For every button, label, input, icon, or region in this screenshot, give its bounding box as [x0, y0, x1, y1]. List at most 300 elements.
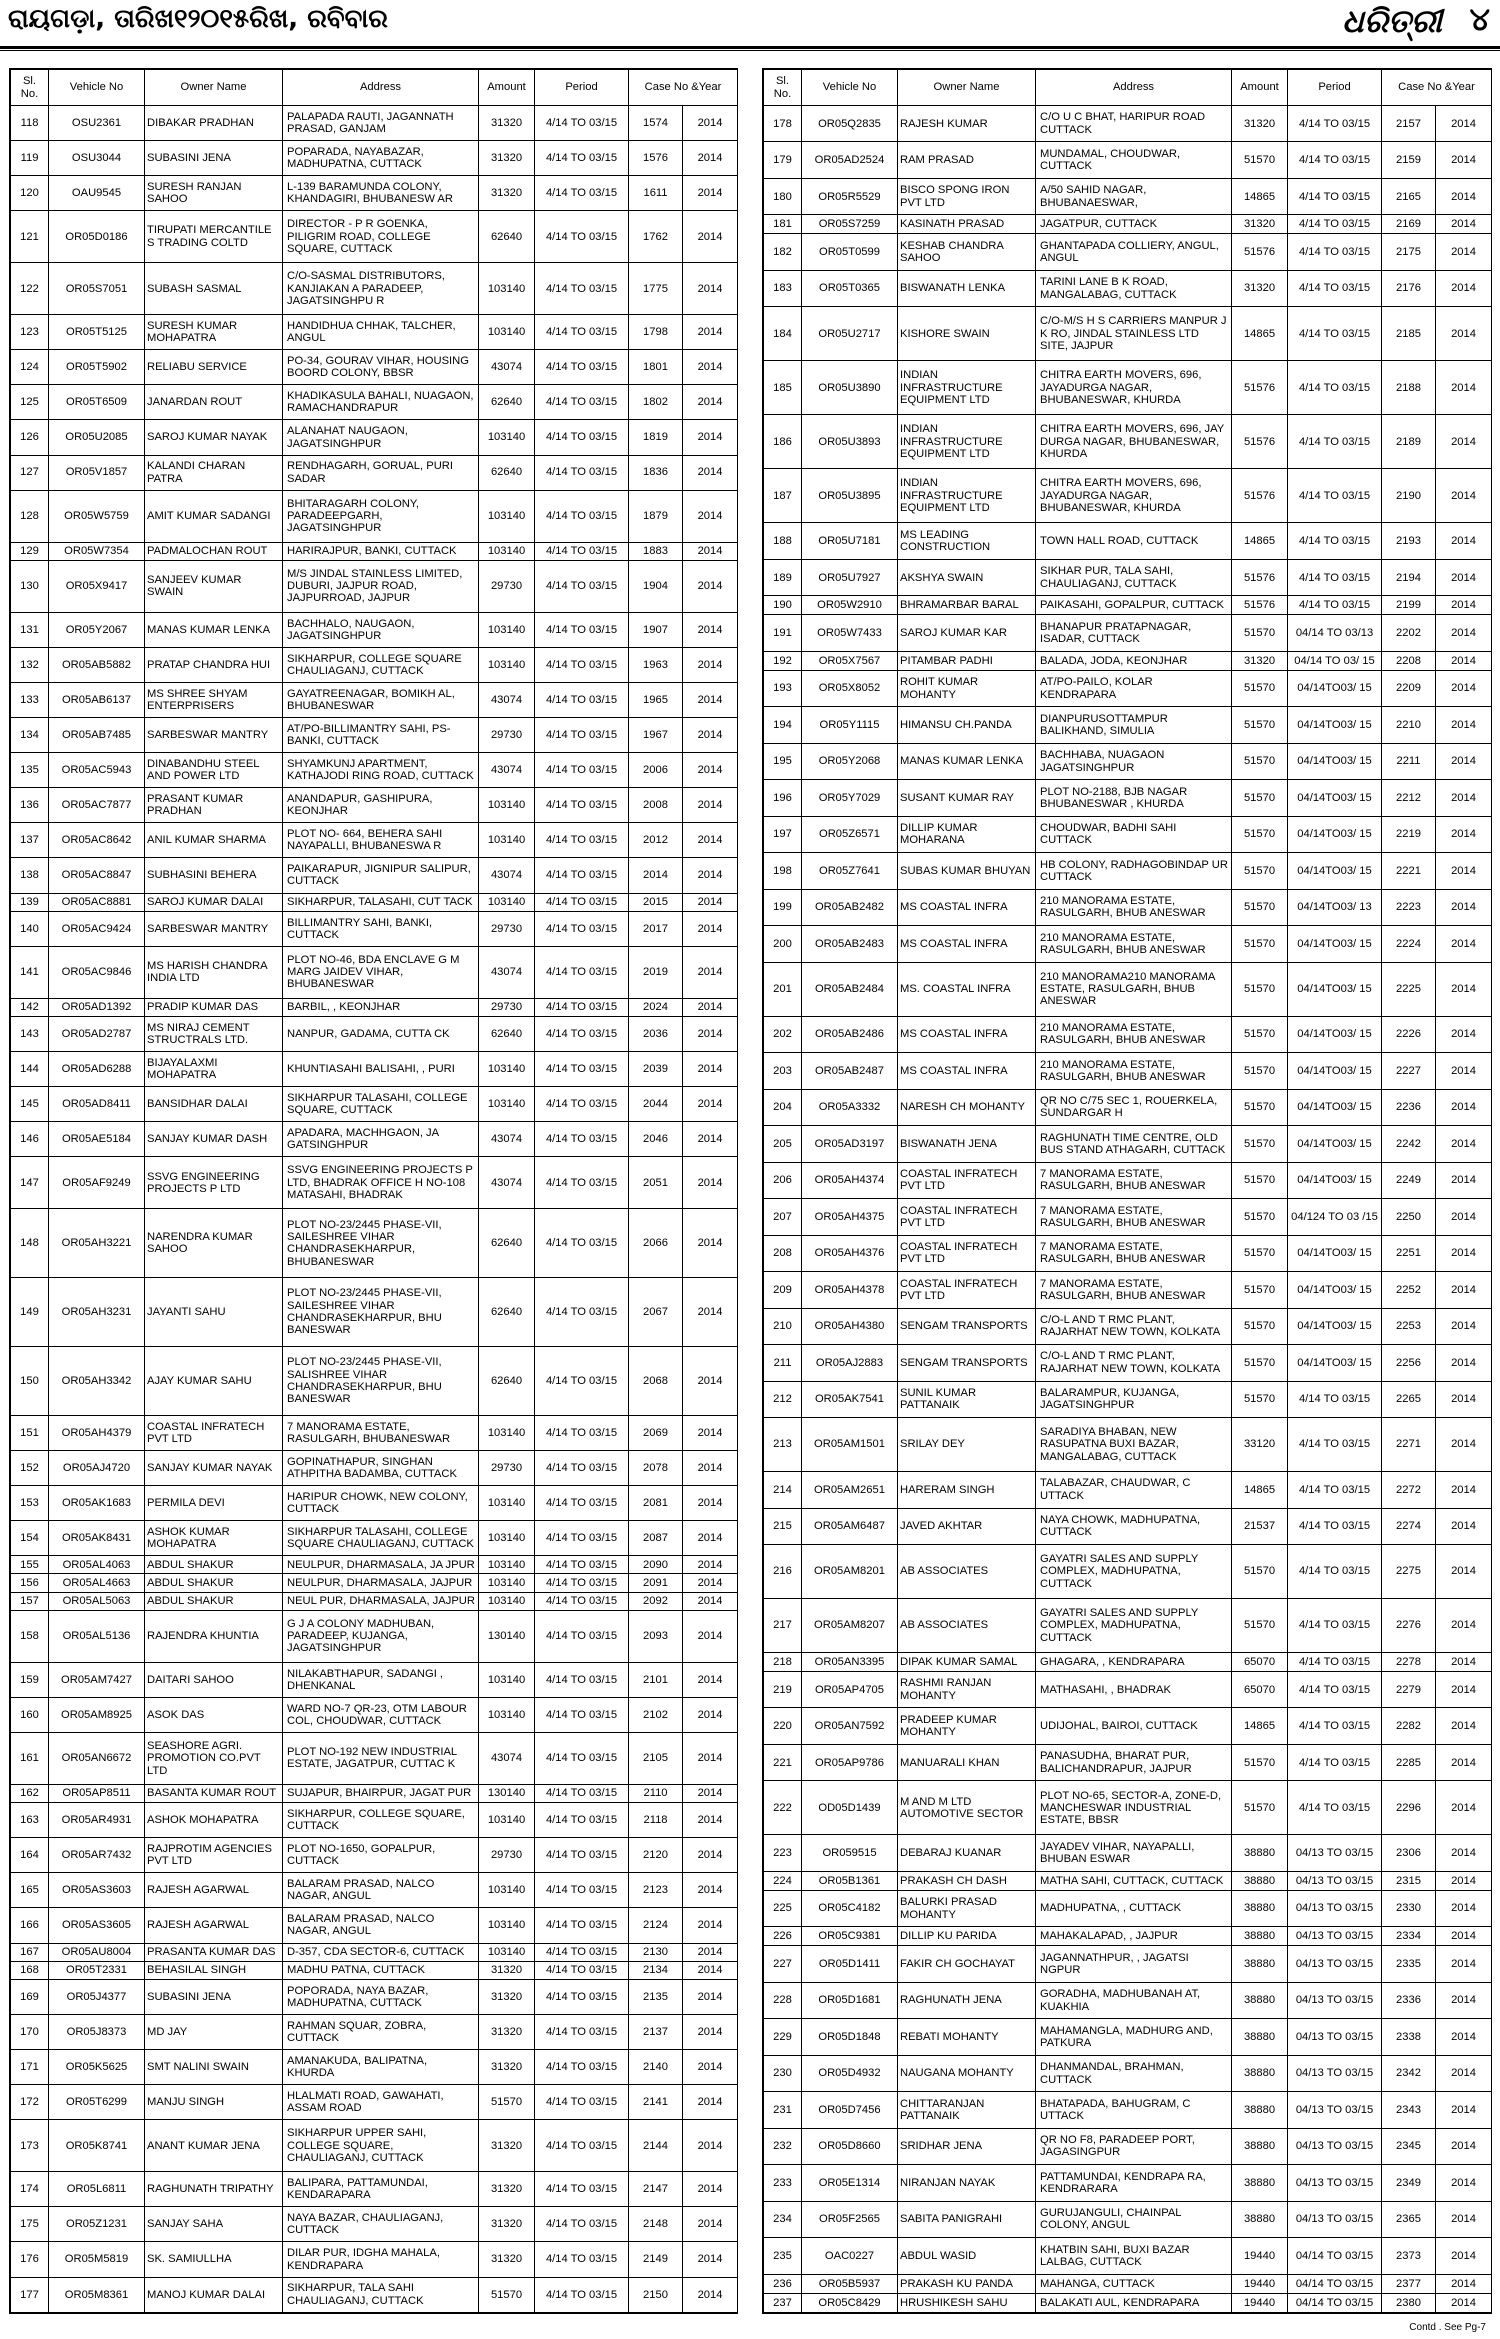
case-year-cell: 2014 [683, 2277, 738, 2312]
vehicle-no-cell: OR05AC8881 [49, 893, 145, 911]
case-year-cell: 2014 [1436, 178, 1492, 214]
sl-no-cell: 130 [11, 560, 49, 612]
case-year-cell: 2014 [1436, 2274, 1492, 2293]
table-row [764, 2293, 1492, 2312]
sl-no-cell: 205 [764, 1126, 802, 1162]
sl-no-cell: 183 [764, 270, 802, 306]
amount-cell: 51570 [479, 2277, 535, 2312]
vehicle-no-cell: OR05K5625 [49, 2050, 145, 2085]
owner-name-cell: JAVED AKHTAR [898, 1508, 1036, 1544]
table-row [11, 560, 738, 612]
address-cell: 210 MANORAMA ESTATE, RASULGARH, BHUB ANESWAR [1036, 1053, 1232, 1089]
period-cell: 4/14 TO 03/15 [535, 1610, 629, 1662]
address-cell: TALABAZAR, CHAUDWAR, C UTTACK [1036, 1472, 1232, 1508]
amount-cell: 51570 [1232, 962, 1288, 1016]
owner-name-cell: BISWANATH JENA [898, 1126, 1036, 1162]
address-cell: HARIRAJPUR, BANKI, CUTTACK [283, 542, 479, 560]
period-cell: 4/14 TO 03/15 [1288, 178, 1382, 214]
table-row [764, 853, 1492, 889]
sl-no-cell: 128 [11, 490, 49, 542]
period-cell: 04/14TO03/ 15 [1288, 1345, 1382, 1381]
case-no-cell: 2137 [629, 2015, 683, 2050]
address-cell: C/O-L AND T RMC PLANT, RAJARHAT NEW TOWN, KOLKATA [1036, 1308, 1232, 1344]
sl-no-cell: 141 [11, 946, 49, 998]
table-row [11, 1415, 738, 1450]
vehicle-no-cell: OR05AC8847 [49, 858, 145, 893]
vehicle-no-cell: OR05AL4063 [49, 1556, 145, 1574]
address-cell: HARIPUR CHOWK, NEW COLONY, CUTTACK [283, 1485, 479, 1520]
period-cell: 04/124 TO 03 /15 [1288, 1199, 1382, 1235]
period-cell: 4/14 TO 03/15 [535, 1415, 629, 1450]
amount-cell: 31320 [479, 1961, 535, 1979]
sl-no-cell: 148 [11, 1209, 49, 1278]
sl-no-cell: 225 [764, 1890, 802, 1926]
vehicle-no-cell: OR05Y7029 [802, 780, 898, 816]
table-row [11, 1278, 738, 1347]
table-row [11, 1122, 738, 1157]
sl-no-cell: 232 [764, 2128, 802, 2164]
owner-name-cell: BISWANATH LENKA [898, 270, 1036, 306]
table-row [11, 420, 738, 455]
owner-name-cell: AB ASSOCIATES [898, 1599, 1036, 1653]
amount-cell: 51570 [1232, 1162, 1288, 1198]
col-vehicle-no: Vehicle No [49, 70, 145, 106]
table-row [764, 1871, 1492, 1890]
amount-cell: 103140 [479, 1803, 535, 1838]
vehicle-no-cell: OR05AH4380 [802, 1308, 898, 1344]
sl-no-cell: 214 [764, 1472, 802, 1508]
owner-name-cell: ANANT KUMAR JENA [145, 2120, 283, 2172]
amount-cell: 31320 [479, 2172, 535, 2207]
case-year-cell: 2014 [1436, 1235, 1492, 1271]
owner-name-cell: SK. SAMIULLHA [145, 2242, 283, 2277]
case-no-cell: 2134 [629, 1961, 683, 1979]
vehicle-no-cell: OR05AB2487 [802, 1053, 898, 1089]
amount-cell: 103140 [479, 823, 535, 858]
sl-no-cell: 208 [764, 1235, 802, 1271]
vehicle-no-cell: OR05AM8925 [49, 1697, 145, 1732]
address-cell: POPARADA, NAYABAZAR, MADHUPATNA, CUTTACK [283, 141, 479, 176]
period-cell: 4/14 TO 03/15 [535, 893, 629, 911]
sl-no-cell: 154 [11, 1521, 49, 1556]
table-row [11, 612, 738, 647]
period-cell: 4/14 TO 03/15 [535, 141, 629, 176]
amount-cell: 19440 [1232, 2238, 1288, 2274]
vehicle-no-cell: OR05K8741 [49, 2120, 145, 2172]
sl-no-cell: 206 [764, 1162, 802, 1198]
amount-cell: 38880 [1232, 1835, 1288, 1871]
table-row [764, 1599, 1492, 1653]
case-year-cell: 2014 [683, 911, 738, 946]
sl-no-cell: 121 [11, 211, 49, 263]
sl-no-cell: 194 [764, 707, 802, 743]
case-no-cell: 2335 [1382, 1946, 1436, 1982]
vehicle-no-cell: OR05AN3395 [802, 1653, 898, 1672]
case-year-cell: 2014 [1436, 2019, 1492, 2055]
sl-no-cell: 211 [764, 1345, 802, 1381]
vehicle-no-cell: OR05E1314 [802, 2165, 898, 2201]
case-year-cell: 2014 [683, 1415, 738, 1450]
case-year-cell: 2014 [1436, 559, 1492, 595]
amount-cell: 31320 [479, 2207, 535, 2242]
table-row [764, 889, 1492, 925]
vehicle-no-cell: OR05U3893 [802, 415, 898, 469]
case-no-cell: 2159 [1382, 142, 1436, 178]
sl-no-cell: 236 [764, 2274, 802, 2293]
amount-cell: 103140 [479, 315, 535, 350]
amount-cell: 103140 [479, 490, 535, 542]
owner-name-cell: MANJU SINGH [145, 2085, 283, 2120]
period-cell: 4/14 TO 03/15 [535, 350, 629, 385]
vehicle-no-cell: OR05AH3221 [49, 1209, 145, 1278]
amount-cell: 14865 [1232, 178, 1288, 214]
period-cell: 4/14 TO 03/15 [535, 858, 629, 893]
table-row [11, 1556, 738, 1574]
table-row [764, 1946, 1492, 1982]
owner-name-cell: DAITARI SAHOO [145, 1662, 283, 1697]
case-year-cell: 2014 [683, 2207, 738, 2242]
amount-cell: 33120 [1232, 1418, 1288, 1472]
sl-no-cell: 215 [764, 1508, 802, 1544]
period-cell: 04/14TO03/ 15 [1288, 1053, 1382, 1089]
case-no-cell: 2090 [629, 1556, 683, 1574]
sl-no-cell: 159 [11, 1662, 49, 1697]
sl-no-cell: 212 [764, 1381, 802, 1417]
masthead-rule [0, 46, 1500, 51]
case-year-cell: 2014 [683, 788, 738, 823]
address-cell: MATHASAHI, , BHADRAK [1036, 1671, 1232, 1707]
case-year-cell: 2014 [683, 858, 738, 893]
owner-name-cell: PRAKASH CH DASH [898, 1871, 1036, 1890]
amount-cell: 51576 [1232, 469, 1288, 523]
period-cell: 4/14 TO 03/15 [535, 1784, 629, 1802]
table-row [764, 1053, 1492, 1089]
sl-no-cell: 161 [11, 1732, 49, 1784]
owner-name-cell: SUBASINI JENA [145, 1979, 283, 2014]
period-cell: 4/14 TO 03/15 [1288, 106, 1382, 142]
owner-name-cell: DILLIP KUMAR MOHARANA [898, 816, 1036, 852]
period-cell: 4/14 TO 03/15 [535, 1087, 629, 1122]
table-row [764, 1345, 1492, 1381]
period-cell: 04/14TO03/ 15 [1288, 743, 1382, 779]
sl-no-cell: 162 [11, 1784, 49, 1802]
vehicle-no-cell: OR05T5125 [49, 315, 145, 350]
amount-cell: 51570 [1232, 743, 1288, 779]
table-row [764, 2165, 1492, 2201]
table-row [11, 858, 738, 893]
period-cell: 4/14 TO 03/15 [535, 946, 629, 998]
vehicle-no-cell: OR05AM2651 [802, 1472, 898, 1508]
case-no-cell: 2252 [1382, 1272, 1436, 1308]
case-no-cell: 2377 [1382, 2274, 1436, 2293]
owner-name-cell: MS HARISH CHANDRA INDIA LTD [145, 946, 283, 998]
table-row [11, 2277, 738, 2312]
case-no-cell: 2036 [629, 1017, 683, 1052]
case-year-cell: 2014 [683, 1052, 738, 1087]
address-cell: M/S JINDAL STAINLESS LIMITED, DUBURI, JAJPUR ROAD, JAJPURROAD, JAJPUR [283, 560, 479, 612]
amount-cell: 43074 [479, 858, 535, 893]
table-row [764, 780, 1492, 816]
amount-cell: 51576 [1232, 234, 1288, 270]
case-year-cell: 2014 [683, 1732, 738, 1784]
owner-name-cell: RAGHUNATH TRIPATHY [145, 2172, 283, 2207]
owner-name-cell: TIRUPATI MERCANTILE S TRADING COLTD [145, 211, 283, 263]
vehicle-no-cell: OR05AS3603 [49, 1873, 145, 1908]
case-no-cell: 2141 [629, 2085, 683, 2120]
case-year-cell: 2014 [1436, 2128, 1492, 2164]
case-year-cell: 2014 [1436, 962, 1492, 1016]
address-cell: BILLIMANTRY SAHI, BANKI, CUTTACK [283, 911, 479, 946]
period-cell: 4/14 TO 03/15 [535, 1838, 629, 1873]
table-row [11, 2085, 738, 2120]
table-row [11, 1908, 738, 1943]
col-case-no-year: Case No &Year [1382, 70, 1492, 106]
table-row [764, 2128, 1492, 2164]
address-cell: HANDIDHUA CHHAK, TALCHER, ANGUL [283, 315, 479, 350]
period-cell: 04/14 TO 03/15 [1288, 2293, 1382, 2312]
case-year-cell: 2014 [1436, 596, 1492, 615]
sl-no-cell: 234 [764, 2201, 802, 2237]
case-year-cell: 2014 [683, 946, 738, 998]
amount-cell: 38880 [1232, 2019, 1288, 2055]
table-row [11, 1157, 738, 1209]
period-cell: 4/14 TO 03/15 [535, 2172, 629, 2207]
owner-name-cell: NARENDRA KUMAR SAHOO [145, 1209, 283, 1278]
sl-no-cell: 123 [11, 315, 49, 350]
sl-no-cell: 209 [764, 1272, 802, 1308]
vehicle-no-cell: OR05AB2483 [802, 926, 898, 962]
sl-no-cell: 224 [764, 1871, 802, 1890]
period-cell: 4/14 TO 03/15 [535, 1209, 629, 1278]
case-year-cell: 2014 [683, 141, 738, 176]
address-cell: BHITARAGARH COLONY, PARADEEPGARH, JAGATSINGHPUR [283, 490, 479, 542]
amount-cell: 103140 [479, 1697, 535, 1732]
owner-name-cell: RAJESH AGARWAL [145, 1873, 283, 1908]
vehicle-no-cell: OR05AH3342 [49, 1346, 145, 1415]
period-cell: 04/14TO03/ 15 [1288, 853, 1382, 889]
address-cell: CHITRA EARTH MOVERS, 696, JAY DURGA NAGAR, BHUBANESWAR, KHURDA [1036, 415, 1232, 469]
table-row [11, 2120, 738, 2172]
case-no-cell: 2225 [1382, 962, 1436, 1016]
period-cell: 04/14TO03/ 13 [1288, 889, 1382, 925]
amount-cell: 43074 [479, 1122, 535, 1157]
table-row [11, 1592, 738, 1610]
period-cell: 4/14 TO 03/15 [535, 1943, 629, 1961]
period-cell: 4/14 TO 03/15 [535, 788, 629, 823]
case-no-cell: 2315 [1382, 1871, 1436, 1890]
owner-name-cell: COASTAL INFRATECH PVT LTD [898, 1272, 1036, 1308]
table-row [11, 315, 738, 350]
vehicle-no-cell: OR05AM8207 [802, 1599, 898, 1653]
address-cell: CHITRA EARTH MOVERS, 696, JAYADURGA NAGAR, BHUBANESWAR, KHURDA [1036, 361, 1232, 415]
table-row [11, 911, 738, 946]
owner-name-cell: DIBAKAR PRADHAN [145, 106, 283, 141]
table-row [11, 141, 738, 176]
owner-name-cell: COASTAL INFRATECH PVT LTD [898, 1235, 1036, 1271]
owner-name-cell: ASHOK KUMAR MOHAPATRA [145, 1521, 283, 1556]
owner-name-cell: SENGAM TRANSPORTS [898, 1308, 1036, 1344]
table-row [764, 469, 1492, 523]
owner-name-cell: INDIAN INFRASTRUCTURE EQUIPMENT LTD [898, 361, 1036, 415]
vehicle-no-cell: OR05AH4374 [802, 1162, 898, 1198]
amount-cell: 31320 [1232, 270, 1288, 306]
case-year-cell: 2014 [683, 753, 738, 788]
vehicle-no-cell: OR05AR4931 [49, 1803, 145, 1838]
owner-name-cell: HRUSHIKESH SAHU [898, 2293, 1036, 2312]
amount-cell: 51570 [1232, 1089, 1288, 1125]
address-cell: HLALMATI ROAD, GAWAHATI, ASSAM ROAD [283, 2085, 479, 2120]
amount-cell: 51576 [1232, 361, 1288, 415]
case-no-cell: 2189 [1382, 415, 1436, 469]
address-cell: 210 MANORAMA210 MANORAMA ESTATE, RASULGARH, BHUB ANESWAR [1036, 962, 1232, 1016]
address-cell: BALIPARA, PATTAMUNDAI, KENDARAPARA [283, 2172, 479, 2207]
table-row [764, 1089, 1492, 1125]
address-cell: BHANAPUR PRATAPNAGAR, ISADAR, CUTTACK [1036, 615, 1232, 651]
amount-cell: 51570 [1232, 889, 1288, 925]
owner-name-cell: PRASANT KUMAR PRADHAN [145, 788, 283, 823]
vehicle-no-cell: OR05V1857 [49, 455, 145, 490]
owner-name-cell: HIMANSU CH.PANDA [898, 707, 1036, 743]
amount-cell: 51576 [1232, 596, 1288, 615]
table-row [764, 816, 1492, 852]
amount-cell: 103140 [479, 612, 535, 647]
case-year-cell: 2014 [1436, 270, 1492, 306]
period-cell: 04/14 TO 03/13 [1288, 615, 1382, 651]
address-cell: APADARA, MACHHGAON, JA GATSINGHPUR [283, 1122, 479, 1157]
amount-cell: 103140 [479, 1052, 535, 1087]
period-cell: 4/14 TO 03/15 [535, 2085, 629, 2120]
case-no-cell: 2336 [1382, 1982, 1436, 2018]
amount-cell: 38880 [1232, 1871, 1288, 1890]
vehicle-no-cell: OR05AL5063 [49, 1592, 145, 1610]
table-row [764, 1671, 1492, 1707]
period-cell: 4/14 TO 03/15 [535, 1732, 629, 1784]
case-year-cell: 2014 [1436, 1671, 1492, 1707]
sl-no-cell: 200 [764, 926, 802, 962]
case-no-cell: 2256 [1382, 1345, 1436, 1381]
sl-no-cell: 126 [11, 420, 49, 455]
sl-no-cell: 143 [11, 1017, 49, 1052]
table-row [11, 1574, 738, 1592]
case-year-cell: 2014 [1436, 707, 1492, 743]
vehicle-no-cell: OR05C9381 [802, 1927, 898, 1946]
case-no-cell: 2190 [1382, 469, 1436, 523]
case-no-cell: 1611 [629, 176, 683, 211]
period-cell: 4/14 TO 03/15 [535, 1157, 629, 1209]
case-no-cell: 2014 [629, 858, 683, 893]
vehicle-no-cell: OR05R5529 [802, 178, 898, 214]
case-year-cell: 2014 [683, 1450, 738, 1485]
vehicle-no-cell: OR05AC5943 [49, 753, 145, 788]
vehicle-no-cell: OR05AC7877 [49, 788, 145, 823]
amount-cell: 38880 [1232, 1890, 1288, 1926]
table-row [764, 415, 1492, 469]
address-cell: KHADIKASULA BAHALI, NUAGAON, RAMACHANDRAPUR [283, 385, 479, 420]
owner-name-cell: NAUGANA MOHANTY [898, 2055, 1036, 2091]
case-year-cell: 2014 [683, 1697, 738, 1732]
table-row [764, 106, 1492, 142]
sl-no-cell: 119 [11, 141, 49, 176]
case-year-cell: 2014 [683, 1803, 738, 1838]
case-year-cell: 2014 [1436, 361, 1492, 415]
owner-name-cell: SUSANT KUMAR RAY [898, 780, 1036, 816]
case-year-cell: 2014 [683, 315, 738, 350]
address-cell: NEULPUR, DHARMASALA, JA JPUR [283, 1556, 479, 1574]
table-row [11, 1732, 738, 1784]
amount-cell: 103140 [479, 893, 535, 911]
sl-no-cell: 182 [764, 234, 802, 270]
table-row [11, 1346, 738, 1415]
amount-cell: 51570 [1232, 816, 1288, 852]
col-amount: Amount [479, 70, 535, 106]
case-no-cell: 2150 [629, 2277, 683, 2312]
address-cell: SUJAPUR, BHAIRPUR, JAGAT PUR [283, 1784, 479, 1802]
case-no-cell: 1904 [629, 560, 683, 612]
case-no-cell: 2124 [629, 1908, 683, 1943]
owner-name-cell: SURESH KUMAR MOHAPATRA [145, 315, 283, 350]
vehicle-no-cell: OR05D7456 [802, 2092, 898, 2128]
amount-cell: 51570 [1232, 670, 1288, 706]
case-year-cell: 2014 [683, 1017, 738, 1052]
case-year-cell: 2014 [1436, 215, 1492, 234]
owner-name-cell: AJAY KUMAR SAHU [145, 1346, 283, 1415]
period-cell: 04/14TO03/ 15 [1288, 707, 1382, 743]
amount-cell: 38880 [1232, 1982, 1288, 2018]
owner-name-cell: SUNIL KUMAR PATTANAIK [898, 1381, 1036, 1417]
case-no-cell: 2202 [1382, 615, 1436, 651]
sl-no-cell: 237 [764, 2293, 802, 2312]
amount-cell: 51570 [1232, 1308, 1288, 1344]
period-cell: 4/14 TO 03/15 [1288, 1708, 1382, 1744]
case-year-cell: 2014 [683, 211, 738, 263]
sl-no-cell: 153 [11, 1485, 49, 1520]
period-cell: 04/14TO03/ 15 [1288, 780, 1382, 816]
vehicle-no-cell: OR05D8660 [802, 2128, 898, 2164]
owner-name-cell: DILLIP KU PARIDA [898, 1927, 1036, 1946]
owner-name-cell: BISCO SPONG IRON PVT LTD [898, 178, 1036, 214]
case-year-cell: 2014 [683, 682, 738, 717]
owner-name-cell: AKSHYA SWAIN [898, 559, 1036, 595]
period-cell: 4/14 TO 03/15 [535, 2050, 629, 2085]
amount-cell: 29730 [479, 1450, 535, 1485]
right-table-panel [762, 68, 1492, 2314]
table-row [764, 559, 1492, 595]
vehicle-no-cell: OR05M5819 [49, 2242, 145, 2277]
amount-cell: 43074 [479, 753, 535, 788]
table-row [11, 1662, 738, 1697]
period-cell: 4/14 TO 03/15 [1288, 1545, 1382, 1599]
case-year-cell: 2014 [683, 1122, 738, 1157]
address-cell: SIKHARPUR UPPER SAHI, COLLEGE SQUARE, CHAULIAGANJ, CUTTACK [283, 2120, 479, 2172]
vehicle-no-cell: OR05AK1683 [49, 1485, 145, 1520]
address-cell: MADHUPATNA, , CUTTACK [1036, 1890, 1232, 1926]
case-no-cell: 2175 [1382, 234, 1436, 270]
period-cell: 04/13 TO 03/15 [1288, 1871, 1382, 1890]
vehicle-no-cell: OR05T5902 [49, 350, 145, 385]
period-cell: 4/14 TO 03/15 [535, 823, 629, 858]
sl-no-cell: 185 [764, 361, 802, 415]
owner-name-cell: INDIAN INFRASTRUCTURE EQUIPMENT LTD [898, 469, 1036, 523]
vehicle-no-cell: OR05AJ2883 [802, 1345, 898, 1381]
vehicle-no-cell: OR05U7181 [802, 523, 898, 559]
owner-name-cell: AB ASSOCIATES [898, 1545, 1036, 1599]
owner-name-cell: HARERAM SINGH [898, 1472, 1036, 1508]
period-cell: 4/14 TO 03/15 [1288, 1418, 1382, 1472]
case-year-cell: 2014 [1436, 234, 1492, 270]
address-cell: SIKHAR PUR, TALA SAHI, CHAULIAGANJ, CUTTACK [1036, 559, 1232, 595]
address-cell: MATHA SAHI, CUTTACK, CUTTACK [1036, 1871, 1232, 1890]
owner-name-cell: SARBESWAR MANTRY [145, 911, 283, 946]
